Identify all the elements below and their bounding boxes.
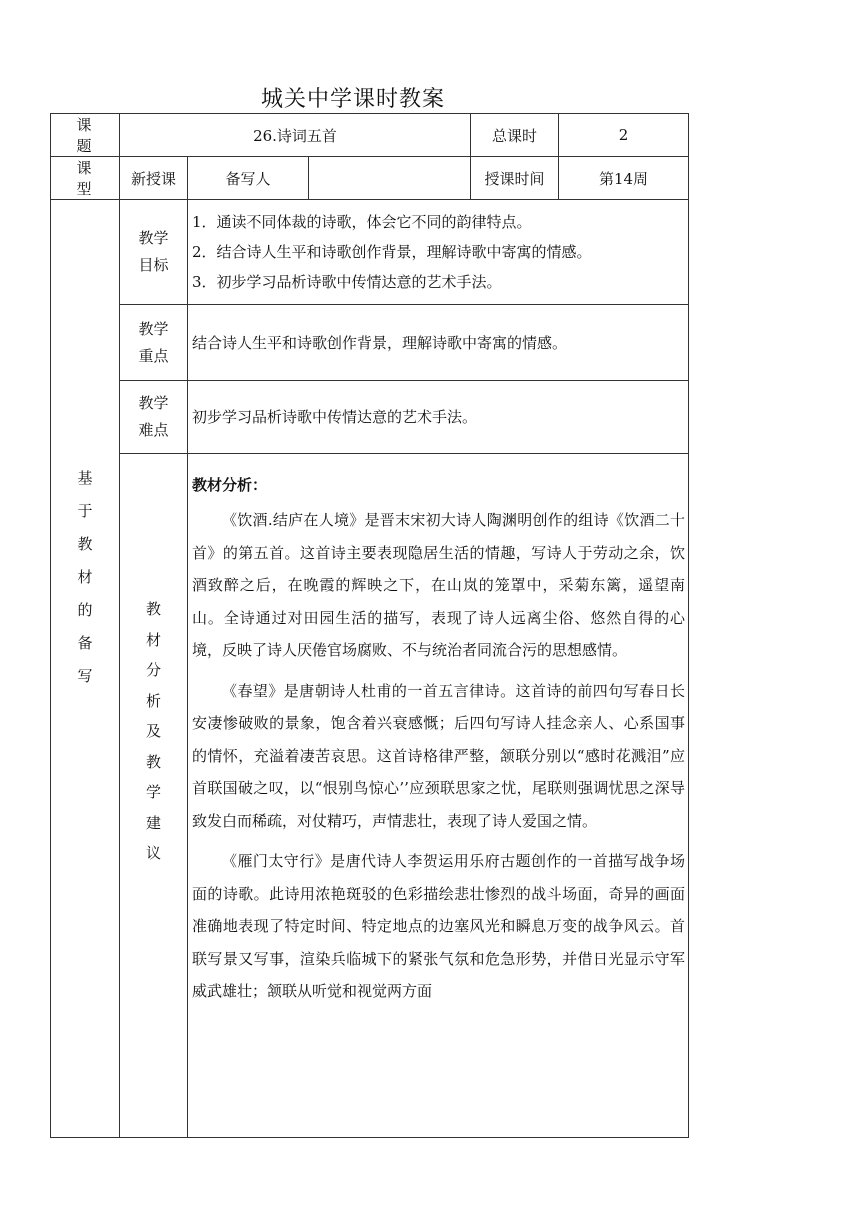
analysis-heading: 教材分析： — [192, 476, 268, 494]
analysis-label-char: 析 — [145, 691, 161, 710]
analysis-paragraph: 《春望》是唐朝诗人杜甫的一首五言律诗。这首诗的前四句写春日长安凄惨破败的景象，饱含着兴衰感慨；后四句写诗人挂念亲人、心系国事的情怀，充溢着凄苦哀思。这首诗格律严整，颔联分别以“感时花溅泪”应首联国破之叹，以“恨别鸟惊心’’应颈联思家之忧，尾联则强调忧思之深导致发白而稀疏，对仗精巧，声情悲壮，表现了诗人爱国之情。 — [192, 681, 686, 830]
goals-label-line: 教学 — [138, 229, 169, 247]
topic-row — [51, 114, 689, 157]
difficulties-row — [51, 381, 689, 454]
difficulties-label-line: 难点 — [138, 421, 169, 439]
goals-content — [188, 200, 689, 305]
analysis-label-char: 材 — [145, 630, 161, 649]
analysis-paragraph: 《雁门太守行》是唐代诗人李贺运用乐府古题创作的一首描写战争场面的诗歌。此诗用浓艳斑驳的色彩描绘悲壮惨烈的战斗场面，奇异的画面准确地表现了特定时间、特定地点的边塞风光和瞬息万变的战争风云。首联写景又写事，渲染兵临城下的紧张气氛和危急形势，并借日光显示守军威武雄壮；颔联从听觉和视觉两方面 — [192, 852, 686, 1000]
analysis-label-char: 分 — [145, 661, 161, 679]
goals-label-line: 目标 — [138, 256, 169, 274]
goal-item: 2．结合诗人生平和诗歌创作背景，理解诗歌中寄寓的情感。 — [192, 243, 592, 261]
side-label-char: 教 — [77, 535, 93, 553]
total-hours-label: 总课时 — [471, 114, 559, 157]
class-time-label: 授课时间 — [471, 157, 559, 200]
type-label: 课 型 — [51, 157, 120, 200]
class-time-value: 第14周 — [559, 157, 689, 200]
analysis-label-char: 教 — [145, 600, 161, 618]
key-points-label-line: 教学 — [138, 319, 169, 338]
difficulties-label — [120, 381, 188, 454]
document-title: 城关中学课时教案 — [261, 87, 446, 112]
goals-row — [51, 200, 689, 305]
side-label-char: 基 — [77, 469, 93, 487]
goal-item: 3．初步学习品析诗歌中传情达意的艺术手法。 — [192, 273, 502, 291]
analysis-label-char: 议 — [145, 844, 161, 862]
total-hours-value: 2 — [559, 114, 689, 157]
key-points-label-line: 重点 — [138, 346, 169, 365]
side-label-char: 于 — [77, 502, 93, 520]
analysis-row — [51, 454, 689, 1138]
key-points-content: 结合诗人生平和诗歌创作背景，理解诗歌中寄寓的情感。 — [188, 305, 689, 381]
analysis-label — [120, 454, 188, 1138]
topic-value: 26.诗词五首 — [120, 114, 471, 157]
key-points-row — [51, 305, 689, 381]
type-row — [51, 157, 689, 200]
difficulties-content: 初步学习品析诗歌中传情达意的艺术手法。 — [188, 381, 689, 454]
analysis-content — [188, 454, 689, 1138]
type-value: 新授课 — [120, 157, 188, 200]
analysis-label-char: 建 — [145, 813, 161, 832]
analysis-label-char: 学 — [145, 783, 161, 801]
side-label-char: 备 — [77, 634, 93, 652]
goals-label — [120, 200, 188, 305]
section-side-label — [51, 200, 120, 1138]
analysis-label-char: 教 — [145, 752, 161, 771]
topic-label: 课 题 — [51, 114, 120, 157]
analysis-paragraph: 《饮酒.结庐在人境》是晋末宋初大诗人陶渊明创作的组诗《饮酒二十首》的第五首。这首诗主要表现隐居生活的情趣，写诗人于劳动之余，饮酒致醉之后，在晚霞的辉映之下，在山岚的笼罩中，采菊东篱，遥望南山。全诗通过对田园生活的描写，表现了诗人远离尘俗、悠然自得的心境，反映了诗人厌倦官场腐败、不与统治者同流合污的思想感情。 — [192, 511, 686, 659]
key-points-label — [120, 305, 188, 381]
side-label-char: 写 — [77, 667, 93, 685]
goal-item: 1．通读不同体裁的诗歌，体会它不同的韵律特点。 — [192, 213, 532, 231]
difficulties-label-line: 教学 — [138, 394, 169, 412]
side-label-char: 的 — [77, 601, 93, 619]
writer-label: 备写人 — [188, 157, 309, 200]
side-label-char: 材 — [77, 568, 93, 586]
writer-value — [309, 157, 471, 200]
analysis-label-char: 及 — [145, 722, 161, 740]
lesson-plan-table — [50, 113, 689, 1138]
